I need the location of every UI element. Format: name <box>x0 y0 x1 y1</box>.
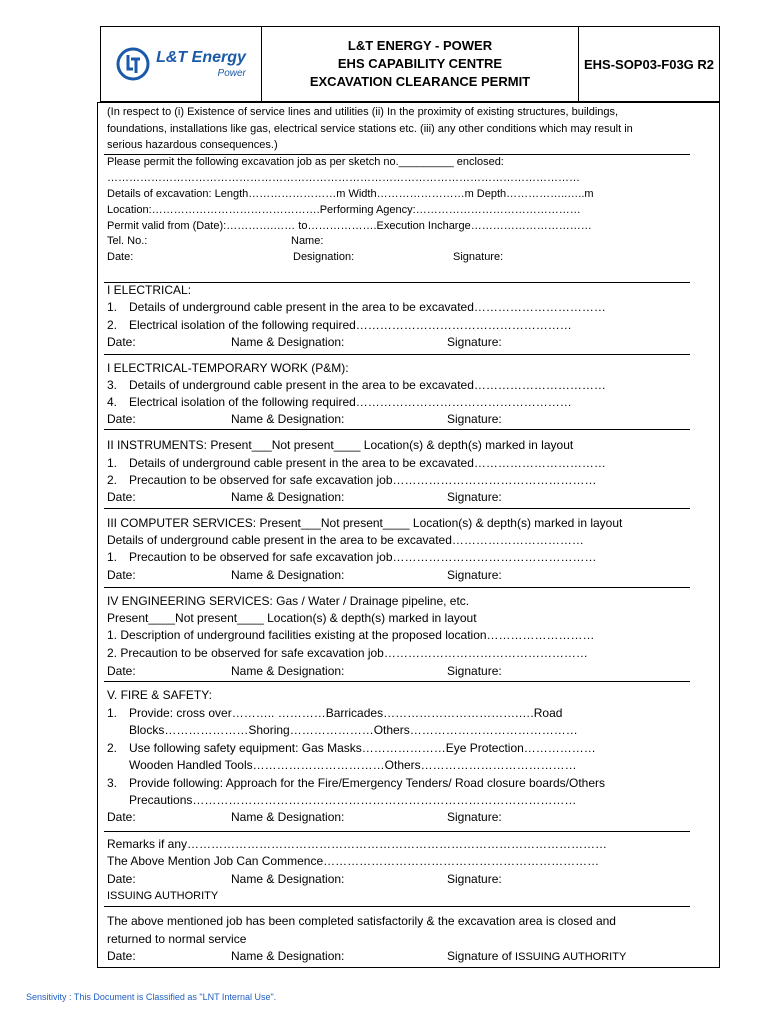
fire-item-1-cont <box>107 723 578 738</box>
item-number: 2. <box>107 741 118 755</box>
remarks-line: Remarks if any…………………………………………………………………………………………… <box>107 837 608 851</box>
date-label: Date: <box>107 412 136 426</box>
divider <box>104 354 690 355</box>
name-designation-label: Name & Designation: <box>231 664 345 678</box>
title-cell <box>262 27 579 101</box>
tel-label: Tel. No.: <box>107 235 148 247</box>
commence-line: The Above Mention Job Can Commence…………………………………………………………… <box>107 854 600 868</box>
tel-row <box>107 234 324 249</box>
item-number: 3. <box>107 378 118 392</box>
electrical-temp-sign-row <box>107 412 502 427</box>
electrical-item-1 <box>107 300 606 315</box>
item-text: Provide: cross over……….. …………Barricades…………………………….….Road <box>129 706 563 720</box>
name-designation-label: Name & Designation: <box>231 412 345 426</box>
computer-services-title: III COMPUTER SERVICES: Present___Not present____ Location(s) & depth(s) marked in layout <box>107 516 623 530</box>
item-text: Electrical isolation of the following required……………………………………………… <box>129 318 572 332</box>
item-text: Precaution to be observed for safe excavation job…………………………………………… <box>129 473 597 487</box>
instruments-title: II INSTRUMENTS: Present___Not present____ Location(s) & depth(s) marked in layout <box>107 438 574 452</box>
request-line-2: ………………………………………………………………………………………………………………… <box>107 172 580 184</box>
fire-safety-title: V. FIRE & SAFETY: <box>107 688 212 702</box>
signature-label: Signature: <box>447 490 502 504</box>
item-number: 3. <box>107 776 118 790</box>
date-label: Date: <box>107 949 136 963</box>
title-line-3: EXCAVATION CLEARANCE PERMIT <box>309 74 531 89</box>
fire-item-1 <box>107 706 562 721</box>
signature-label: Signature: <box>447 872 502 886</box>
divider <box>104 681 690 682</box>
fire-item-2-cont <box>107 758 577 773</box>
permit-body <box>97 102 720 968</box>
item-text: Details of underground cable present in the area to be excavated…………………………… <box>129 300 606 314</box>
permit-header <box>100 26 720 102</box>
signature-label: Signature: <box>447 810 502 824</box>
date-label: Date: <box>107 490 136 504</box>
date-label: Date: <box>107 664 136 678</box>
engineering-line-1: Present____Not present____ Location(s) & depth(s) marked in layout <box>107 611 477 625</box>
issuing-authority-signature <box>447 949 626 965</box>
issuing-authority-label: ISSUING AUTHORITY <box>107 890 219 902</box>
designation-label: Designation: <box>293 251 355 263</box>
item-number: 1. <box>107 550 118 564</box>
electrical-title: I ELECTRICAL: <box>107 283 192 297</box>
item-number: 1. <box>107 706 118 720</box>
instruments-item-2 <box>107 473 597 488</box>
date-label: Date: <box>107 335 136 349</box>
completion-sign-row <box>107 949 627 964</box>
name-designation-label: Name & Designation: <box>231 872 345 886</box>
intro-line-1: (In respect to (i) Existence of service lines and utilities (ii) In the proximity of existing structures, buildings, <box>107 106 619 118</box>
signature-of-label: Signature of <box>447 949 516 963</box>
computer-services-item-1 <box>107 550 597 565</box>
item-text: Details of underground cable present in the area to be excavated…………………………… <box>129 378 606 392</box>
signature-label: Signature: <box>447 335 502 349</box>
engineering-sign-row <box>107 664 502 679</box>
logo-cell <box>101 27 262 101</box>
issuing-authority-text: ISSUING AUTHORITY <box>515 951 627 963</box>
computer-services-line: Details of underground cable present in the area to be excavated…………………………… <box>107 533 584 547</box>
item-number: 2. <box>107 318 118 332</box>
name-label: Name: <box>291 235 324 247</box>
engineering-line-3: 2. Precaution to be observed for safe excavation job…………………………………………… <box>107 646 588 660</box>
item-text: Precautions…………………………………………………………………………………… <box>129 793 577 807</box>
item-number: 4. <box>107 395 118 409</box>
name-designation-label: Name & Designation: <box>231 335 345 349</box>
name-designation-label: Name & Designation: <box>231 490 345 504</box>
item-text: Precaution to be observed for safe excavation job…………………………………………… <box>129 550 597 564</box>
item-text: Blocks…………………Shoring…………………Others…………………………………… <box>129 723 578 737</box>
intro-line-2: foundations, installations like gas, electrical service stations etc. (iii) any other conditions which may result in <box>107 123 633 135</box>
logo-sub-text: Power <box>217 67 246 79</box>
electrical-item-2 <box>107 318 572 333</box>
signature-label: Signature: <box>453 251 504 263</box>
name-designation-label: Name & Designation: <box>231 810 345 824</box>
divider <box>104 587 690 588</box>
electrical-temp-item-4 <box>107 395 572 410</box>
company-logo <box>116 47 246 81</box>
item-text: Electrical isolation of the following required……………………………………………… <box>129 395 572 409</box>
computer-services-sign-row <box>107 568 502 583</box>
title-line-2: EHS CAPABILITY CENTRE <box>337 56 503 71</box>
item-number: 1. <box>107 300 118 314</box>
item-text: Provide following: Approach for the Fire/Emergency Tenders/ Road closure boards/Others <box>129 776 606 790</box>
instruments-sign-row <box>107 490 502 505</box>
signature-label: Signature: <box>447 412 502 426</box>
signature-label: Signature: <box>447 664 502 678</box>
item-text: Details of underground cable present in the area to be excavated…………………………… <box>129 456 606 470</box>
divider <box>104 282 690 283</box>
item-number: 2. <box>107 473 118 487</box>
location-line: Location:……………………………………….Performing Agency:……………………………………… <box>107 204 581 216</box>
logo-main-text: L&T Energy <box>156 48 246 66</box>
fire-item-2 <box>107 741 596 756</box>
electrical-temp-item-3 <box>107 378 606 393</box>
title-line-1: L&T ENERGY - POWER <box>347 38 493 53</box>
date-label: Date: <box>107 251 134 263</box>
request-line-1: Please permit the following excavation job as per sketch no._________ enclosed: <box>107 156 504 168</box>
electrical-temp-title: I ELECTRICAL-TEMPORARY WORK (P&M): <box>107 361 349 375</box>
date-label: Date: <box>107 810 136 824</box>
engineering-title: IV ENGINEERING SERVICES: Gas / Water / Drainage pipeline, etc. <box>107 594 470 608</box>
signature-label: Signature: <box>447 568 502 582</box>
divider <box>104 508 690 509</box>
divider <box>104 429 690 430</box>
divider <box>104 906 690 907</box>
completion-line-1: The above mentioned job has been completed satisfactorily & the excavation area is closed and <box>107 914 616 928</box>
permit-validity-line: Permit valid from (Date):………….…… to……………….Execution Incharge…………………………… <box>107 220 592 232</box>
fire-item-3 <box>107 776 605 791</box>
item-text: Wooden Handled Tools……………………………Others………………………………… <box>129 758 577 772</box>
name-designation-label: Name & Designation: <box>231 949 345 963</box>
fire-item-3-cont <box>107 793 576 808</box>
document-code: EHS-SOP03-F03G R2 <box>583 56 715 72</box>
item-number: 1. <box>107 456 118 470</box>
request-sign-row <box>107 250 504 265</box>
fire-sign-row <box>107 810 502 825</box>
remarks-sign-row <box>107 872 502 887</box>
lnt-logo-icon <box>116 47 150 81</box>
excavation-details: Details of excavation: Length……………………m Width……………………m Depth……………..…..m <box>107 188 594 200</box>
electrical-sign-row <box>107 335 502 350</box>
engineering-line-2: 1. Description of underground facilities existing at the proposed location……………………… <box>107 628 595 642</box>
completion-line-2: returned to normal service <box>107 932 247 946</box>
date-label: Date: <box>107 872 136 886</box>
sensitivity-footer: Sensitivity : This Document is Classified as "LNT Internal Use". <box>26 992 277 1002</box>
date-label: Date: <box>107 568 136 582</box>
item-text: Use following safety equipment: Gas Masks…………………Eye Protection……………… <box>129 741 596 755</box>
name-designation-label: Name & Designation: <box>231 568 345 582</box>
divider <box>104 831 690 832</box>
instruments-item-1 <box>107 456 606 471</box>
intro-line-3: serious hazardous consequences.) <box>107 139 278 151</box>
